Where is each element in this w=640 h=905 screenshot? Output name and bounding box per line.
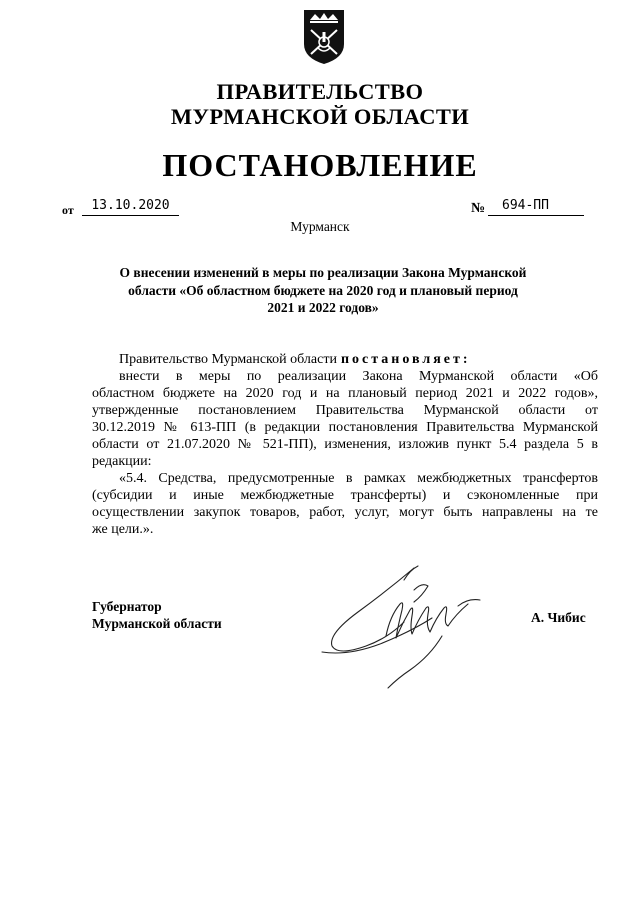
handwritten-signature-icon — [318, 560, 504, 692]
main-paragraph — [92, 368, 598, 470]
paragraph-line: внести в меры по реализации Закона Мурманской области «Об — [119, 369, 598, 384]
intro-keyword: постановляет: — [340, 352, 471, 367]
number-prefix: № — [471, 201, 486, 216]
signatory-position — [92, 598, 222, 632]
paragraph-line: осуществлении закупок товаров, работ, услуг, могут быть направлены на те — [92, 505, 598, 520]
paragraph-line: «5.4. Средства, предусмотренные в рамках межбюджетных трансфертов — [119, 471, 598, 486]
position-line1: Губернатор — [92, 599, 162, 614]
paragraph-line: области от 21.07.2020 № 521-ПП), изменения, изложив пункт 5.4 раздела 5 в — [92, 437, 598, 452]
quoted-paragraph — [92, 470, 598, 538]
title-line2: области «Об областном бюджете на 2020 год и плановый период — [128, 282, 518, 298]
document-date: 13.10.2020 — [82, 197, 179, 216]
date-prefix: от — [62, 203, 74, 217]
paragraph-line: же цели.». — [92, 522, 154, 537]
position-line2: Мурманской области — [92, 616, 222, 631]
title-line1: О внесении изменений в меры по реализации Закона Мурманской — [119, 265, 527, 280]
signatory-name: А. Чибис — [531, 610, 586, 625]
intro-paragraph — [92, 351, 598, 368]
paragraph-line: 30.12.2019 № 613-ПП (в редакции постановления Правительства Мурманской — [92, 420, 598, 435]
paragraph-line: областном бюджете на 2020 год и на плановый период 2021 и 2022 годов», — [92, 386, 598, 401]
coat-of-arms-icon — [301, 8, 347, 66]
paragraph-line: (субсидии и иные межбюджетные трансферты) и сэкономленные при — [92, 488, 598, 503]
intro-text: Правительство Мурманской области — [119, 352, 337, 367]
paragraph-line: редакции: — [92, 454, 152, 469]
org-name-line2: МУРМАНСКОЙ ОБЛАСТИ — [170, 104, 470, 129]
document-number: 694-ПП — [488, 197, 584, 216]
document-title — [100, 264, 546, 317]
document-type: ПОСТАНОВЛЕНИЕ — [162, 147, 478, 183]
city: Мурманск — [290, 219, 350, 234]
title-line3: 2021 и 2022 годов» — [267, 300, 379, 315]
org-name-line1: ПРАВИТЕЛЬСТВО — [216, 79, 424, 104]
paragraph-line: утвержденные постановлением Правительства Мурманской области от — [92, 403, 598, 418]
